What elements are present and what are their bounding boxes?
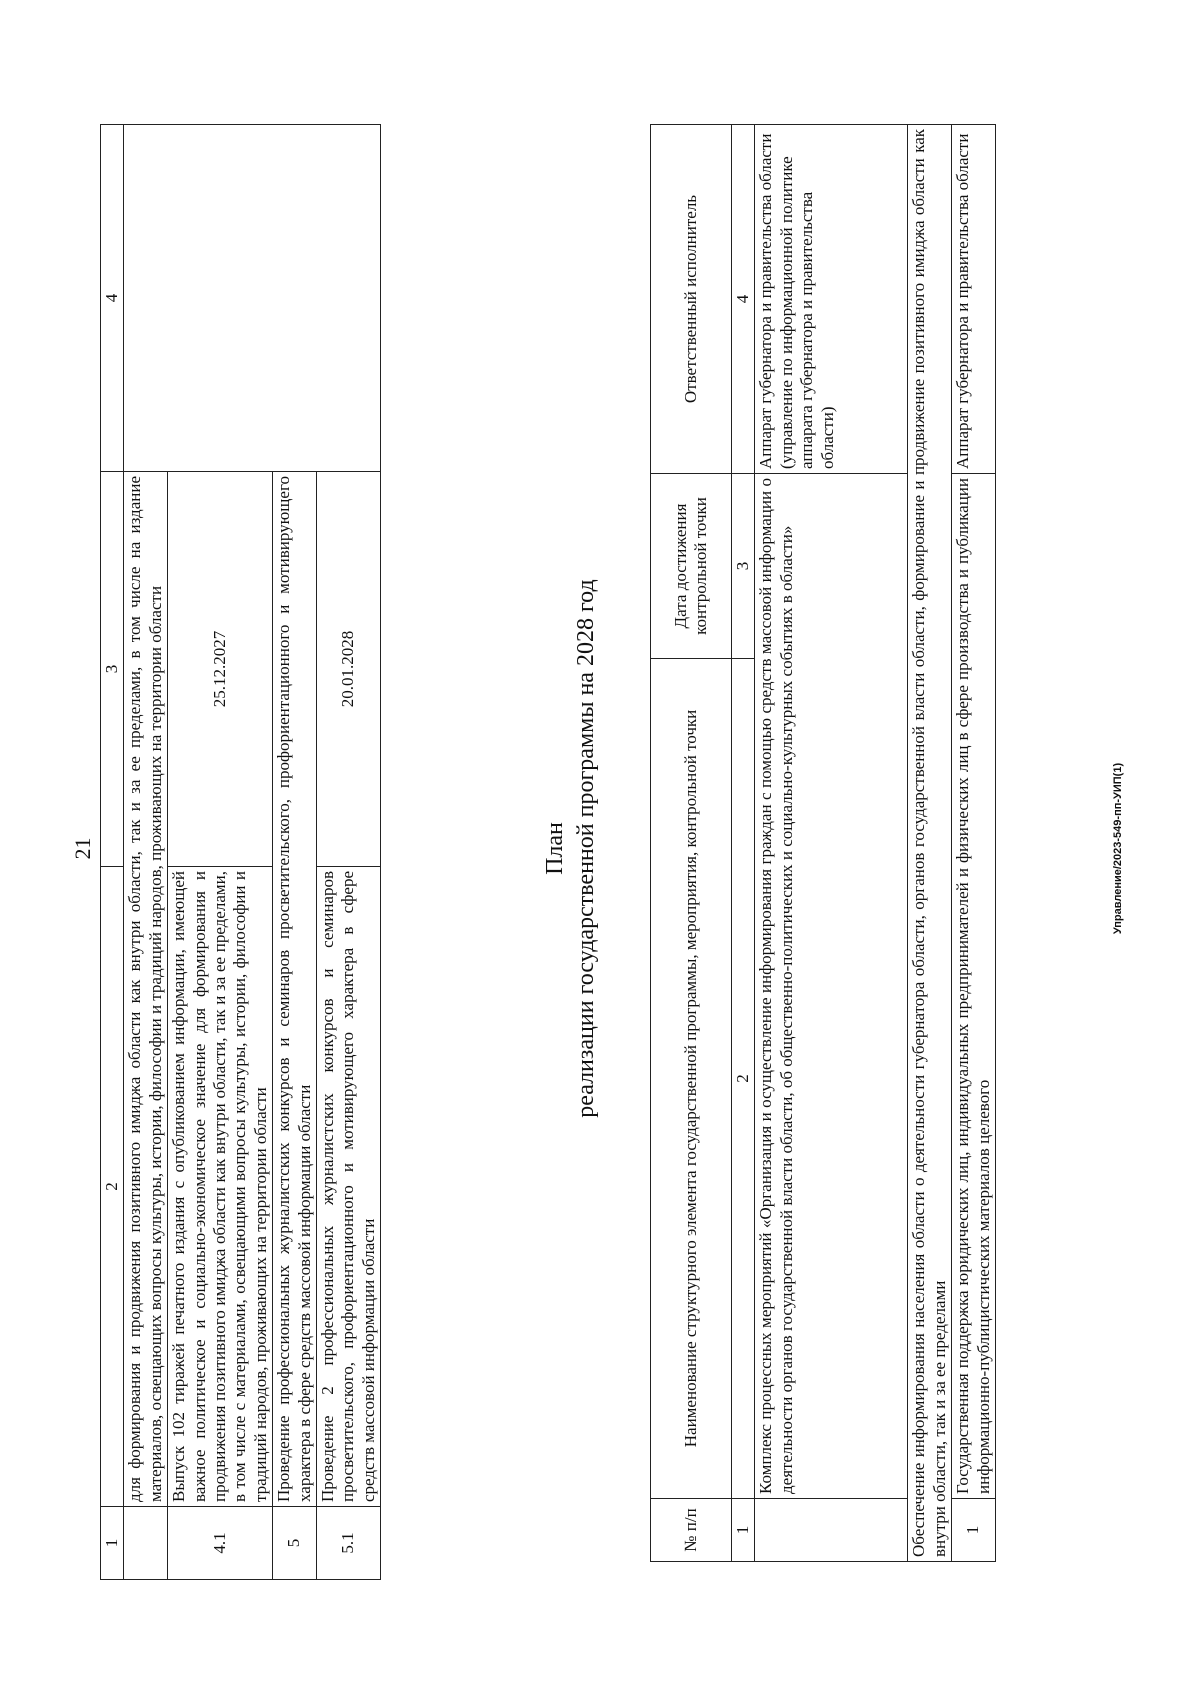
row-date: 20.01.2028	[316, 472, 380, 867]
table-row	[124, 125, 168, 1580]
row-text: Выпуск 102 тиражей печатного издания с опубликованием информации, имеющей важное политическое и социально-экономическое значение для формирования и продвижения позитивного имиджа области как внутри области, так и за ее пределами, в том числе с материалами, освещающими вопросы культуры, истории, философии и традиций народов, проживающих на территории области	[168, 867, 273, 1507]
row-number: 5	[273, 1507, 317, 1580]
table-row	[908, 125, 952, 1562]
column-number-row	[732, 125, 755, 1562]
col-number-1: 1	[732, 1499, 755, 1562]
continued-table	[100, 124, 381, 1580]
row-number: 4.1	[168, 1507, 273, 1580]
col-number-4: 4	[732, 125, 755, 474]
header-name: Наименование структурного элемента государственной программы, мероприятия, контрольной точки	[651, 659, 732, 1499]
header-row	[651, 125, 732, 1562]
col-number-2: 2	[732, 659, 755, 1499]
col-number-3: 3	[101, 472, 124, 867]
row-text: Проведение профессиональных журналистских конкурсов и семинаров просветительского, профориентационного и мотивирующего характера в сфере средств массовой информации области	[273, 472, 317, 1507]
row-date: 25.12.2027	[168, 472, 273, 867]
plan-heading	[540, 0, 602, 1697]
column-number-row	[101, 125, 124, 1580]
row-number	[755, 1499, 908, 1562]
col-number-4: 4	[101, 125, 124, 472]
row-text: для формирования и продвижения позитивного имиджа области как внутри области, так и за ее пределами, в том числе на издание материалов, освещающих вопросы культуры, истории, философии и традиций народов, проживающих на территории области	[124, 472, 168, 1507]
header-date: Дата достижения контрольной точки	[651, 474, 732, 659]
row-number	[124, 1507, 168, 1580]
complex-executor: Аппарат губернатора и правительства области (управление по информационной политике аппарата губернатора и правительства области)	[755, 125, 908, 474]
header-exec: Ответственный исполнитель	[651, 125, 732, 474]
table-row	[755, 125, 908, 1562]
task-text: Обеспечение информирования населения области о деятельности губернатора области, органов государственной власти области, формирование и продвижение позитивного имиджа области как внутри области, так и за ее пределами	[908, 125, 952, 1562]
row-number: 1	[952, 1499, 996, 1562]
plan-title: План	[542, 822, 568, 875]
plan-table	[650, 124, 996, 1562]
document-code: Управление/2023-549-пп-УИП(1)	[1112, 762, 1124, 935]
row-executor: Аппарат губернатора и правительства области	[952, 125, 996, 474]
header-num: № п/п	[651, 1499, 732, 1562]
col-number-2: 2	[101, 867, 124, 1507]
row-number: 5.1	[316, 1507, 380, 1580]
row-executor	[124, 125, 381, 472]
table-row	[952, 125, 996, 1562]
complex-text: Комплекс процессных мероприятий «Организация и осуществление информирования граждан с помощью средств массовой информации о деятельности органов государственной власти области, об общественно-политических и социально-культурных событиях в области»	[755, 474, 908, 1499]
col-number-1: 1	[101, 1507, 124, 1580]
row-text: Государственная поддержка юридических лиц, индивидуальных предпринимателей и физических лиц в сфере производства и публикации информационно-публицистических материалов целевого	[952, 474, 996, 1499]
col-number-3: 3	[732, 474, 755, 659]
plan-subtitle: реализации государственной программы на 2028 год	[573, 579, 600, 1118]
row-text: Проведение 2 профессиональных журналистских конкурсов и семинаров просветительского, профориентационного и мотивирующего характера в сфере средств массовой информации области	[316, 867, 380, 1507]
page-number: 21	[70, 837, 95, 860]
